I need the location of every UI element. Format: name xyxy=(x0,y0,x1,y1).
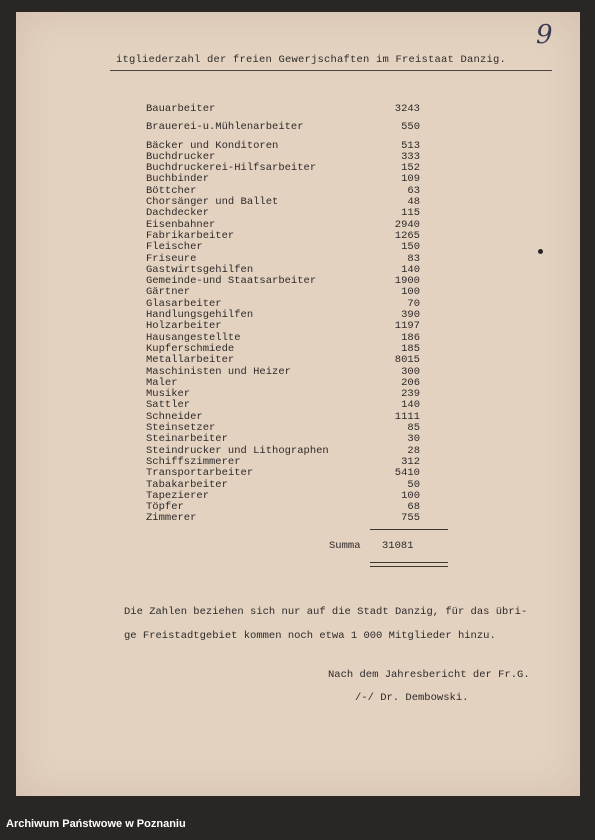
sum-value: 31081 xyxy=(382,540,414,552)
trade-name: Steinsetzer xyxy=(146,422,216,435)
member-count: 206 xyxy=(401,376,420,389)
trade-name: Töpfer xyxy=(146,501,184,514)
trade-name: Zimmerer xyxy=(146,512,197,525)
member-count: 85 xyxy=(407,422,420,435)
trade-name: Glasarbeiter xyxy=(146,297,222,310)
member-count: 1265 xyxy=(394,229,420,242)
member-count: 109 xyxy=(401,173,420,186)
archive-footer xyxy=(0,806,595,840)
member-count: 1900 xyxy=(394,275,420,288)
trade-name: Handlungsgehilfen xyxy=(146,309,254,322)
note-paragraph xyxy=(124,600,572,648)
page-number: 9 xyxy=(536,20,553,50)
member-count: 312 xyxy=(401,455,420,468)
member-count: 185 xyxy=(401,342,420,355)
sum-label: Summa xyxy=(329,540,361,552)
list-item xyxy=(146,104,426,115)
ink-spot xyxy=(538,249,543,254)
member-count: 140 xyxy=(401,399,420,412)
membership-list xyxy=(146,104,426,525)
member-count: 28 xyxy=(407,444,420,457)
trade-name: Brauerei-u.Mühlenarbeiter xyxy=(146,121,304,134)
trade-name: Gärtner xyxy=(146,286,191,299)
member-count: 3243 xyxy=(394,103,420,115)
trade-name: Tabakarbeiter xyxy=(146,478,228,491)
trade-name: Tapezierer xyxy=(146,489,210,502)
list-item xyxy=(146,513,426,524)
member-count: 390 xyxy=(401,309,420,322)
member-count: 70 xyxy=(407,297,420,310)
trade-name: Sattler xyxy=(146,399,191,412)
trade-name: Schneider xyxy=(146,410,203,423)
trade-name: Maschinisten und Heizer xyxy=(146,365,291,378)
member-count: 115 xyxy=(401,207,420,220)
trade-name: Böttcher xyxy=(146,184,197,197)
note-line: Die Zahlen beziehen sich nur auf die Stadt Danzig, für das übri- xyxy=(124,606,528,618)
trade-name: Maler xyxy=(146,376,178,389)
member-count: 150 xyxy=(401,241,420,254)
member-count: 1111 xyxy=(394,410,420,423)
source-line: Nach dem Jahresbericht der Fr.G. xyxy=(328,669,530,681)
sum-rule xyxy=(370,529,448,530)
member-count: 5410 xyxy=(394,467,420,480)
signature-line: /-/ Dr. Dembowski. xyxy=(355,692,469,704)
trade-name: Chorsänger und Ballet xyxy=(146,196,279,209)
member-count: 2940 xyxy=(394,218,420,231)
trade-name: Eisenbahner xyxy=(146,218,216,231)
member-count: 333 xyxy=(401,150,420,163)
list-item xyxy=(146,491,426,502)
trade-name: Buchdrucker xyxy=(146,150,216,163)
member-count: 152 xyxy=(401,162,420,175)
trade-name: Gemeinde-und Staatsarbeiter xyxy=(146,275,317,288)
member-count: 239 xyxy=(401,388,420,401)
member-count: 48 xyxy=(407,196,420,209)
trade-name: Dachdecker xyxy=(146,207,210,220)
trade-name: Metallarbeiter xyxy=(146,354,235,367)
member-count: 30 xyxy=(407,433,420,446)
trade-name: Buchbinder xyxy=(146,173,210,186)
trade-name: Bäcker und Konditoren xyxy=(146,139,279,152)
member-count: 186 xyxy=(401,331,420,344)
member-count: 513 xyxy=(401,139,420,152)
member-count: 1197 xyxy=(394,320,420,333)
note-line: ge Freistadtgebiet kommen noch etwa 1 000 Mitglieder hinzu. xyxy=(124,630,496,642)
trade-name: Holzarbeiter xyxy=(146,320,222,333)
trade-name: Hausangestellte xyxy=(146,331,241,344)
title-underline xyxy=(110,70,552,71)
total-double-rule-bottom xyxy=(370,566,448,567)
trade-name: Bauarbeiter xyxy=(146,103,216,115)
trade-name: Steindrucker und Lithographen xyxy=(146,444,329,457)
footer-text: Archiwum Państwowe w Poznaniu xyxy=(6,818,186,830)
member-count: 140 xyxy=(401,263,420,276)
total-double-rule-top xyxy=(370,562,448,563)
trade-name: Gastwirtsgehilfen xyxy=(146,263,254,276)
member-count: 50 xyxy=(407,478,420,491)
trade-name: Transportarbeiter xyxy=(146,467,254,480)
list-item xyxy=(146,367,426,378)
member-count: 755 xyxy=(401,512,420,525)
trade-name: Friseure xyxy=(146,252,197,265)
member-count: 83 xyxy=(407,252,420,265)
trade-name: Steinarbeiter xyxy=(146,433,228,446)
trade-name: Fabrikarbeiter xyxy=(146,229,235,242)
member-count: 68 xyxy=(407,501,420,514)
trade-name: Kupferschmiede xyxy=(146,342,235,355)
member-count: 8015 xyxy=(394,354,420,367)
member-count: 100 xyxy=(401,286,420,299)
trade-name: Musiker xyxy=(146,388,191,401)
member-count: 550 xyxy=(401,121,420,134)
trade-name: Buchdruckerei-Hilfsarbeiter xyxy=(146,162,317,175)
trade-name: Schiffszimmerer xyxy=(146,455,241,468)
trade-name: Fleischer xyxy=(146,241,203,254)
list-item xyxy=(146,122,426,133)
member-count: 300 xyxy=(401,365,420,378)
member-count: 63 xyxy=(407,184,420,197)
document-title: itgliederzahl der freien Gewerjschaften im Freistaat Danzig. xyxy=(116,54,507,66)
member-count: 100 xyxy=(401,489,420,502)
